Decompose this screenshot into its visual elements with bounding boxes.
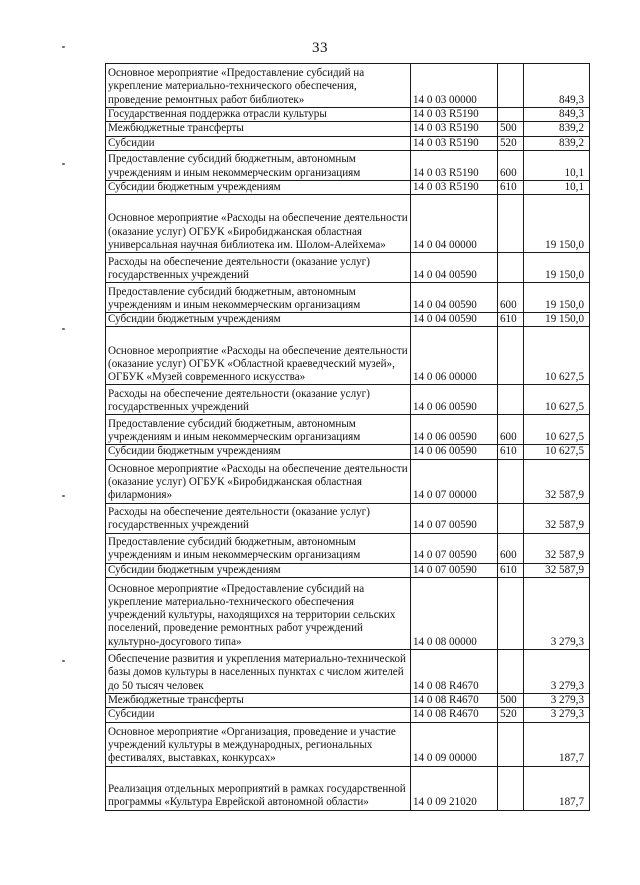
row-expense-type-cell: 610 <box>498 180 524 194</box>
row-name-cell: Основное мероприятие «Предоставление субсидий на укрепление материально-технического обеспечения, проведение ремонтных работ библиотек» <box>106 64 411 108</box>
row-expense-type-cell <box>498 766 524 810</box>
table-row <box>106 533 590 563</box>
row-code-cell: 14 0 08 R4670 <box>411 650 498 694</box>
row-amount-cell: 849,3 <box>524 64 590 108</box>
row-name-cell: Расходы на обеспечение деятельности (оказание услуг) государственных учреждений <box>106 253 411 283</box>
row-expense-type-cell: 520 <box>498 136 524 150</box>
table-row <box>106 122 590 136</box>
row-expense-type-cell: 600 <box>498 283 524 313</box>
table-row <box>106 459 590 503</box>
row-amount-cell: 10 627,5 <box>524 415 590 445</box>
row-name-cell: Субсидии бюджетным учреждениям <box>106 445 411 459</box>
row-name-cell: Расходы на обеспечение деятельности (оказание услуг) государственных учреждений <box>106 503 411 533</box>
scan-speck <box>62 495 65 497</box>
table-row <box>106 708 590 722</box>
row-name-cell: Реализация отдельных мероприятий в рамках государственной программы «Культура Еврейской автономной области» <box>106 766 411 810</box>
row-amount-cell: 10,1 <box>524 150 590 180</box>
table-row <box>106 722 590 766</box>
table-row <box>106 327 590 385</box>
scan-speck <box>62 328 65 330</box>
row-expense-type-cell <box>498 253 524 283</box>
row-expense-type-cell: 600 <box>498 533 524 563</box>
row-name-cell: Субсидии бюджетным учреждениям <box>106 180 411 194</box>
row-expense-type-cell: 610 <box>498 563 524 577</box>
row-name-cell: Предоставление субсидий бюджетным, автономным учреждениям и иным некоммерческим организациям <box>106 150 411 180</box>
table-row <box>106 385 590 415</box>
row-name-cell: Субсидии <box>106 136 411 150</box>
row-amount-cell: 10 627,5 <box>524 327 590 385</box>
row-expense-type-cell: 520 <box>498 708 524 722</box>
row-name-cell: Межбюджетные трансферты <box>106 694 411 708</box>
row-amount-cell: 19 150,0 <box>524 313 590 327</box>
row-name-cell: Основное мероприятие «Организация, проведение и участие учреждений культуры в международных, региональных фестивалях, выставках, конкурсах» <box>106 722 411 766</box>
table-row <box>106 766 590 810</box>
row-name-cell: Субсидии <box>106 708 411 722</box>
table-row <box>106 563 590 577</box>
scan-speck <box>62 46 65 48</box>
table-row <box>106 253 590 283</box>
row-amount-cell: 32 587,9 <box>524 503 590 533</box>
table-row <box>106 650 590 694</box>
row-name-cell: Предоставление субсидий бюджетным, автономным учреждениям и иным некоммерческим организациям <box>106 283 411 313</box>
row-code-cell: 14 0 04 00000 <box>411 195 498 253</box>
row-code-cell: 14 0 04 00590 <box>411 283 498 313</box>
row-amount-cell: 839,2 <box>524 122 590 136</box>
row-name-cell: Расходы на обеспечение деятельности (оказание услуг) государственных учреждений <box>106 385 411 415</box>
row-amount-cell: 3 279,3 <box>524 578 590 650</box>
table-row <box>106 136 590 150</box>
table-row <box>106 283 590 313</box>
row-code-cell: 14 0 06 00000 <box>411 327 498 385</box>
row-amount-cell: 32 587,9 <box>524 563 590 577</box>
table-row <box>106 694 590 708</box>
row-expense-type-cell <box>498 578 524 650</box>
row-name-cell: Субсидии бюджетным учреждениям <box>106 313 411 327</box>
row-code-cell: 14 0 04 00590 <box>411 253 498 283</box>
row-code-cell: 14 0 04 00590 <box>411 313 498 327</box>
row-name-cell: Предоставление субсидий бюджетным, автономным учреждениям и иным некоммерческим организациям <box>106 415 411 445</box>
row-name-cell: Предоставление субсидий бюджетным, автономным учреждениям и иным некоммерческим организациям <box>106 533 411 563</box>
row-code-cell: 14 0 03 R5190 <box>411 122 498 136</box>
budget-table <box>105 63 590 811</box>
row-amount-cell: 19 150,0 <box>524 253 590 283</box>
row-amount-cell: 839,2 <box>524 136 590 150</box>
row-expense-type-cell: 610 <box>498 313 524 327</box>
scan-speck <box>62 163 65 165</box>
row-code-cell: 14 0 08 00000 <box>411 578 498 650</box>
row-code-cell: 14 0 06 00590 <box>411 445 498 459</box>
row-code-cell: 14 0 03 00000 <box>411 64 498 108</box>
table-row <box>106 150 590 180</box>
table-row <box>106 313 590 327</box>
row-amount-cell: 10 627,5 <box>524 385 590 415</box>
row-amount-cell: 849,3 <box>524 108 590 122</box>
row-code-cell: 14 0 03 R5190 <box>411 150 498 180</box>
row-name-cell: Обеспечение развития и укрепления материально-технической базы домов культуры в населенных пунктах с числом жителей до 50 тысяч человек <box>106 650 411 694</box>
row-code-cell: 14 0 03 R5190 <box>411 180 498 194</box>
page-number: 33 <box>312 40 328 56</box>
row-code-cell: 14 0 06 00590 <box>411 385 498 415</box>
table-row <box>106 415 590 445</box>
row-expense-type-cell <box>498 459 524 503</box>
row-amount-cell: 3 279,3 <box>524 694 590 708</box>
row-code-cell: 14 0 08 R4670 <box>411 708 498 722</box>
row-name-cell: Основное мероприятие «Расходы на обеспечение деятельности (оказание услуг) ОГБУК «Областной краеведческий музей», ОГБУК «Музей современного искусства» <box>106 327 411 385</box>
row-code-cell: 14 0 07 00590 <box>411 533 498 563</box>
row-code-cell: 14 0 03 R5190 <box>411 108 498 122</box>
row-name-cell: Основное мероприятие «Расходы на обеспечение деятельности (оказание услуг) ОГБУК «Биробиджанская областная универсальная научная библиотека им. Шолом-Алейхема» <box>106 195 411 253</box>
row-amount-cell: 3 279,3 <box>524 650 590 694</box>
row-expense-type-cell <box>498 722 524 766</box>
row-code-cell: 14 0 07 00590 <box>411 503 498 533</box>
row-code-cell: 14 0 09 21020 <box>411 766 498 810</box>
row-expense-type-cell <box>498 385 524 415</box>
row-name-cell: Государственная поддержка отрасли культуры <box>106 108 411 122</box>
row-amount-cell: 10 627,5 <box>524 445 590 459</box>
row-amount-cell: 32 587,9 <box>524 533 590 563</box>
row-amount-cell: 19 150,0 <box>524 283 590 313</box>
scan-speck <box>62 660 65 662</box>
row-expense-type-cell: 600 <box>498 150 524 180</box>
row-code-cell: 14 0 09 00000 <box>411 722 498 766</box>
row-expense-type-cell <box>498 327 524 385</box>
table-row <box>106 180 590 194</box>
row-amount-cell: 19 150,0 <box>524 195 590 253</box>
budget-table-body <box>106 64 590 811</box>
row-code-cell: 14 0 06 00590 <box>411 415 498 445</box>
row-name-cell: Основное мероприятие «Расходы на обеспечение деятельности (оказание услуг) ОГБУК «Биробиджанская областная филармония» <box>106 459 411 503</box>
table-row <box>106 108 590 122</box>
row-name-cell: Межбюджетные трансферты <box>106 122 411 136</box>
row-expense-type-cell <box>498 650 524 694</box>
row-expense-type-cell <box>498 195 524 253</box>
row-expense-type-cell <box>498 503 524 533</box>
row-amount-cell: 32 587,9 <box>524 459 590 503</box>
table-row <box>106 195 590 253</box>
row-amount-cell: 3 279,3 <box>524 708 590 722</box>
table-row <box>106 445 590 459</box>
row-name-cell: Основное мероприятие «Предоставление субсидий на укрепление материально-технического обеспечения учреждений культуры, находящихся на территории сельских поселений, проведение ремонтных работ учреждений культурно-досугового типа» <box>106 578 411 650</box>
row-code-cell: 14 0 03 R5190 <box>411 136 498 150</box>
row-expense-type-cell: 500 <box>498 122 524 136</box>
row-amount-cell: 187,7 <box>524 722 590 766</box>
row-name-cell: Субсидии бюджетным учреждениям <box>106 563 411 577</box>
row-amount-cell: 10,1 <box>524 180 590 194</box>
row-expense-type-cell <box>498 108 524 122</box>
row-expense-type-cell: 500 <box>498 694 524 708</box>
row-amount-cell: 187,7 <box>524 766 590 810</box>
row-code-cell: 14 0 07 00590 <box>411 563 498 577</box>
row-code-cell: 14 0 08 R4670 <box>411 694 498 708</box>
row-expense-type-cell: 610 <box>498 445 524 459</box>
table-row <box>106 503 590 533</box>
table-row <box>106 578 590 650</box>
row-expense-type-cell: 600 <box>498 415 524 445</box>
row-expense-type-cell <box>498 64 524 108</box>
row-code-cell: 14 0 07 00000 <box>411 459 498 503</box>
table-row <box>106 64 590 108</box>
